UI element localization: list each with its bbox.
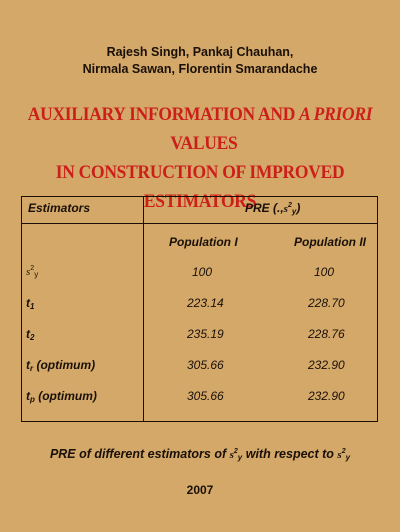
header-pre-text: PRE (., <box>245 201 284 215</box>
title-line-1-c: VALUES <box>162 133 238 154</box>
row-label-t2 <box>26 327 34 342</box>
caption-sub-2: y <box>345 453 351 462</box>
title-line-1-a: AUXILIARY INFORMATION AND <box>27 104 300 125</box>
row-label-t1 <box>26 296 34 311</box>
row-label-sub: y <box>34 270 39 279</box>
table-caption <box>0 447 400 462</box>
row-5-suffix: (optimum) <box>34 389 97 403</box>
caption-sup-1: 2 <box>233 448 238 455</box>
header-pre-close: ) <box>296 201 301 215</box>
row-2-sub: 1 <box>30 302 35 311</box>
row-4-label: t <box>26 358 30 372</box>
row-label-tp <box>26 389 97 404</box>
title-a-priori: A PRIORI <box>299 104 373 125</box>
row-3-pop1: 235.19 <box>187 327 224 341</box>
header-estimators: Estimators <box>28 201 91 215</box>
table-column-divider <box>143 197 144 421</box>
row-3-sub: 2 <box>30 333 35 342</box>
title-line-2: IN CONSTRUCTION OF IMPROVED ESTIMATORS <box>55 162 345 212</box>
row-label-tr <box>26 358 95 373</box>
authors-line-2: Nirmala Sawan, Florentin Smarandache <box>82 62 318 76</box>
header-population-2: Population II <box>294 235 366 249</box>
caption-part-1: PRE of different estimators of <box>49 447 230 461</box>
table-row-divider <box>22 223 377 224</box>
row-4-sub: r <box>30 364 34 373</box>
row-label-s: s <box>26 266 31 278</box>
symbol-sub: y <box>291 207 297 216</box>
header-population-1: Population I <box>169 235 238 249</box>
symbol-s: s <box>283 203 288 215</box>
caption-part-2: with respect to <box>242 447 338 461</box>
row-3-label: t <box>26 327 30 341</box>
pre-table <box>21 196 378 422</box>
caption-sub-1: y <box>237 453 243 462</box>
row-4-pop1: 305.66 <box>187 358 224 372</box>
row-2-pop2: 228.70 <box>308 296 345 310</box>
row-2-label: t <box>26 296 30 310</box>
row-5-label: t <box>26 389 30 403</box>
row-4-pop2: 232.90 <box>308 358 345 372</box>
header-pre <box>245 201 300 216</box>
row-label-sup: 2 <box>30 265 35 272</box>
row-2-pop1: 223.14 <box>187 296 224 310</box>
symbol-sup: 2 <box>287 202 292 209</box>
authors <box>0 44 400 78</box>
title-line-1 <box>16 100 384 158</box>
row-1-pop1: 100 <box>192 265 213 279</box>
authors-line-1: Rajesh Singh, Pankaj Chauhan, <box>106 45 294 59</box>
row-5-pop1: 305.66 <box>187 389 224 403</box>
caption-sup-2: 2 <box>341 448 346 455</box>
row-label-sy2 <box>26 264 38 279</box>
row-1-pop2: 100 <box>314 265 335 279</box>
publication-year: 2007 <box>186 483 214 497</box>
caption-symbol-s-2: s <box>337 449 342 461</box>
row-5-sub: p <box>30 395 35 404</box>
row-5-pop2: 232.90 <box>308 389 345 403</box>
row-3-pop2: 228.76 <box>308 327 345 341</box>
caption-symbol-s-1: s <box>229 449 234 461</box>
row-4-suffix: (optimum) <box>33 358 96 372</box>
